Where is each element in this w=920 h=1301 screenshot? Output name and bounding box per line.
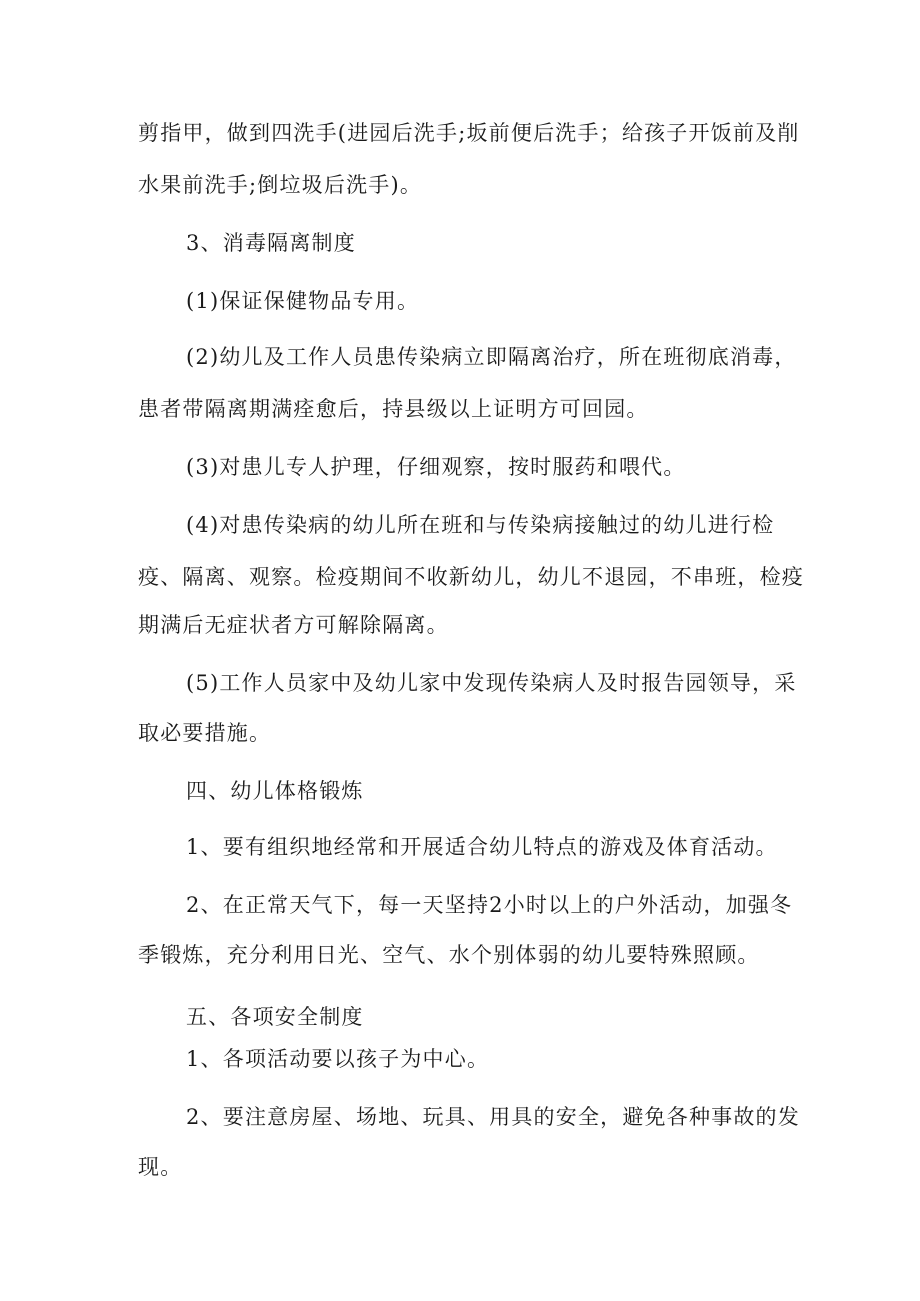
section-heading: 四、幼儿体格锻炼 <box>186 779 364 803</box>
section-heading: 3、消毒隔离制度 <box>186 231 356 255</box>
text-line: 1、各项活动要以孩子为中心。 <box>186 1047 490 1071</box>
text-line: 疫、隔离、观察。检疫期间不收新幼儿，幼儿不退园，不串班，检疫 <box>138 565 804 589</box>
text-line: 2、要注意房屋、场地、玩具、用具的安全，避免各种事故的发 <box>186 1105 800 1129</box>
text-line: 水果前洗手;倒垃圾后洗手)。 <box>138 173 423 197</box>
text-line: 季锻炼，充分利用日光、空气、水个别体弱的幼儿要特殊照顾。 <box>138 943 760 967</box>
text-line: (2)幼儿及工作人员患传染病立即隔离治疗，所在班彻底消毒， <box>186 345 797 369</box>
text-line: (4)对患传染病的幼儿所在班和与传染病接触过的幼儿进行检 <box>186 513 775 537</box>
text-line: (5)工作人员家中及幼儿家中发现传染病人及时报告园领导，采 <box>186 671 797 695</box>
text-line: (1)保证保健物品专用。 <box>186 289 420 313</box>
section-heading: 五、各项安全制度 <box>186 1005 364 1029</box>
text-line: (3)对患儿专人护理，仔细观察，按时服药和喂代。 <box>186 455 686 479</box>
text-line: 期满后无症状者方可解除隔离。 <box>138 613 449 637</box>
text-line: 取必要措施。 <box>138 721 272 745</box>
text-line: 剪指甲，做到四洗手(进园后洗手;坂前便后洗手；给孩子开饭前及削 <box>138 121 800 145</box>
text-line: 2、在正常天气下，每一天坚持2小时以上的户外活动，加强冬 <box>186 893 793 917</box>
text-line: 1、要有组织地经常和开展适合幼儿特点的游戏及体育活动。 <box>186 835 778 859</box>
text-line: 患者带隔离期满痊愈后，持县级以上证明方可回园。 <box>138 397 649 421</box>
text-line: 现。 <box>138 1155 183 1179</box>
